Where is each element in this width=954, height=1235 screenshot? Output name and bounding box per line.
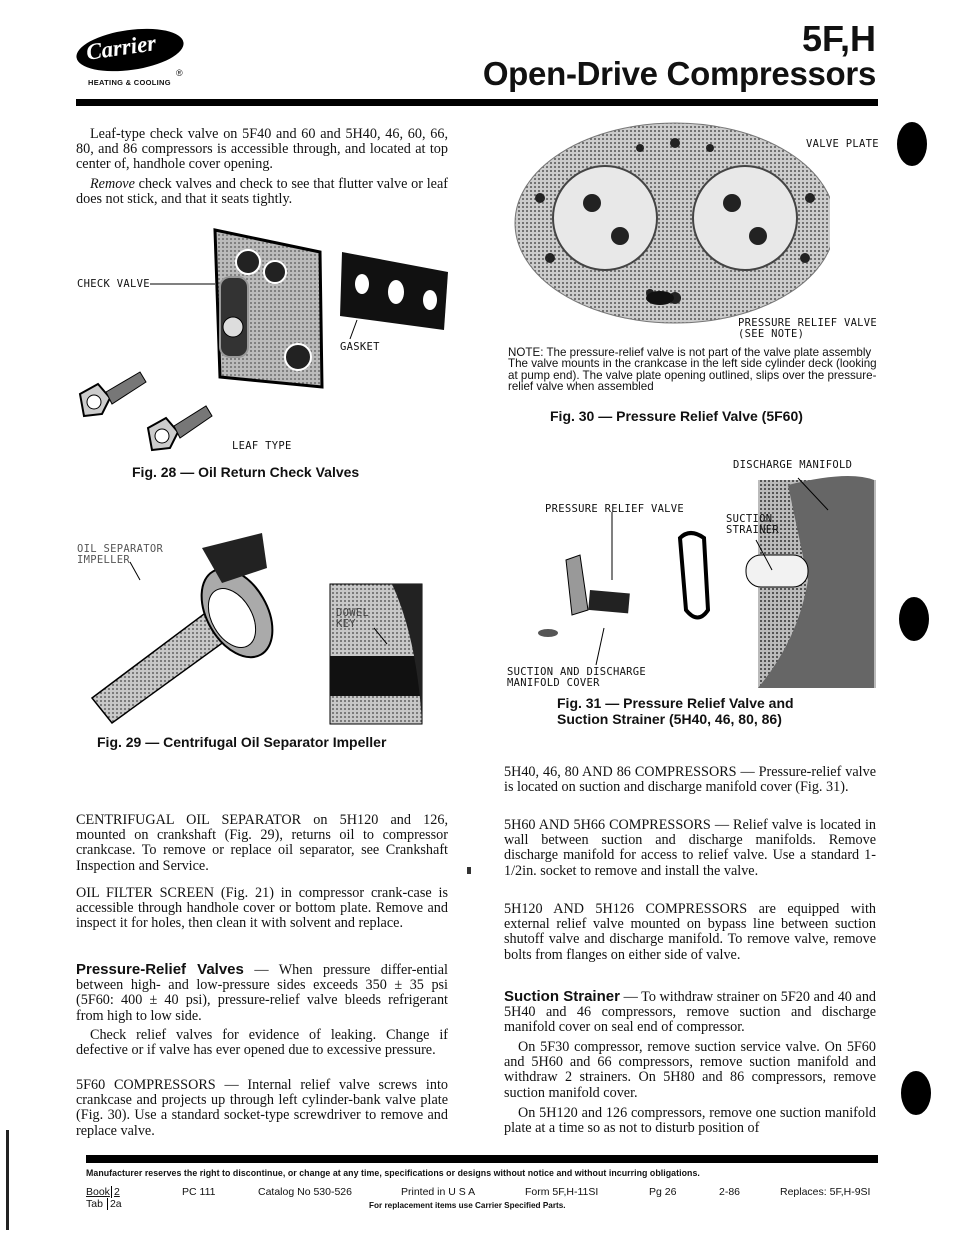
footer-catalog: Catalog No 530-526 bbox=[258, 1186, 352, 1198]
label-prv-line1: PRESSURE RELIEF VALVE bbox=[738, 317, 878, 329]
fig30-note: NOTE: The pressure-relief valve is not part of the valve plate assembly The valve mounts in the crankcase in the left side cylinder deck (looking at pump end). The valve plate opening outlined, slips over the pressure-relief valve when assembled bbox=[508, 346, 877, 393]
label-dowel-key bbox=[336, 608, 369, 630]
label-pressure-relief-valve: PRESSURE RELIEF VALVE bbox=[545, 503, 685, 515]
heading-pressure-relief-valves: Pressure-Relief Valves bbox=[76, 961, 244, 978]
footer-date: 2-86 bbox=[719, 1186, 741, 1198]
label-check-valve: CHECK VALVE bbox=[77, 278, 150, 290]
remove-text: check valves and check to see that flutter valve or leaf does not stick, and that it seats tightly. bbox=[76, 176, 448, 208]
footer-disclaimer: Manufacturer reserves the right to discontinue, or change at any time, specifications or designs without notice and without incurring obligations. bbox=[86, 1168, 700, 1178]
paragraph-5h60-compressors: 5H60 AND 5H66 COMPRESSORS — Relief valve is located in wall between suction and discharge manifolds. Remove discharge manifold for access to relief valve. Use a standard 1-1/2in. socket to remove and install the valve. bbox=[504, 817, 876, 879]
logo-subtitle: HEATING & COOLING bbox=[88, 78, 171, 87]
footer-printed: Printed in U S A bbox=[401, 1186, 476, 1198]
gasket bbox=[340, 252, 448, 330]
paragraph-oil-filter-screen: OIL FILTER SCREEN (Fig. 21) in compressor crank-case is accessible through handhole cover or bottom plate. Remove and inspect it for holes, then clean it with solvent and replace. bbox=[76, 885, 448, 932]
page-title-model: 5F,H bbox=[801, 18, 876, 59]
footer-book-tab bbox=[86, 1186, 122, 1210]
label-suction-line2: STRAINER bbox=[726, 524, 779, 536]
label-valve-plate: VALVE PLATE bbox=[806, 138, 879, 150]
label-discharge-manifold: DISCHARGE MANIFOLD bbox=[733, 459, 853, 471]
binding-edge bbox=[6, 1130, 9, 1230]
screw-1 bbox=[80, 372, 146, 416]
pressure-relief-valve-part bbox=[538, 555, 630, 637]
footer-pc: PC 111 bbox=[182, 1186, 216, 1198]
fig30-caption: Fig. 30 — Pressure Relief Valve (5F60) bbox=[550, 408, 803, 424]
fig31-illustration bbox=[508, 460, 878, 690]
label-manifold-cover bbox=[507, 667, 646, 689]
header-rule bbox=[76, 99, 878, 106]
label-cover-line2: MANIFOLD COVER bbox=[507, 677, 600, 689]
paragraph-5h120-manifold: On 5H120 and 126 compressors, remove one suction manifold plate at a time so as not to disturb position of bbox=[504, 1105, 876, 1137]
footer-replacement-note: For replacement items use Carrier Specified Parts. bbox=[369, 1201, 566, 1210]
label-suction-strainer bbox=[726, 514, 779, 536]
paragraph-pressure-relief-valves bbox=[76, 962, 448, 1024]
manifold-cover-gasket bbox=[680, 533, 708, 618]
fig29-caption: Fig. 29 — Centrifugal Oil Separator Impeller bbox=[97, 734, 387, 750]
footer-book-label: Book bbox=[86, 1186, 110, 1198]
footer-rule bbox=[86, 1155, 878, 1163]
footer-replaces: Replaces: 5F,H-9SI bbox=[780, 1186, 871, 1198]
page-title: Open-Drive Compressors bbox=[482, 55, 876, 92]
check-valve-plate bbox=[215, 230, 322, 387]
label-leaf-type: LEAF TYPE bbox=[232, 440, 292, 452]
footer-tab-number: 2a bbox=[107, 1198, 122, 1210]
label-prv-line2: (SEE NOTE) bbox=[738, 328, 805, 340]
paragraph-suction-strainer bbox=[504, 989, 876, 1036]
margin-mark-top bbox=[897, 122, 927, 166]
paragraph-5f60-compressors: 5F60 COMPRESSORS — Internal relief valve screws into crankcase and projects up through left cylinder-bank valve plate (Fig. 30). Use a standard socket-type screwdriver to remove and replace valve. bbox=[76, 1077, 448, 1139]
label-gasket: GASKET bbox=[340, 341, 380, 353]
paragraph-centrifugal-oil-separator: CENTRIFUGAL OIL SEPARATOR on 5H120 and 126, mounted on crankshaft (Fig. 29), returns oil to compressor crankcase. To remove or replace oil separator, see Crankshaft Inspection and Service. bbox=[76, 812, 448, 874]
fig31-caption-line2: Suction Strainer (5H40, 46, 80, 86) bbox=[557, 711, 782, 727]
label-pressure-relief-valve-note bbox=[738, 318, 877, 340]
label-suction-line1: SUCTION bbox=[726, 513, 773, 525]
label-dowel-line1: DOWEL bbox=[336, 607, 370, 619]
heading-suction-strainer: Suction Strainer bbox=[504, 988, 620, 1005]
label-cover-line1: SUCTION AND DISCHARGE bbox=[507, 666, 647, 678]
paragraph-5h40-compressors: 5H40, 46, 80 AND 86 COMPRESSORS — Pressure-relief valve is located on suction and discharge manifold cover (Fig. 31). bbox=[504, 764, 876, 796]
footer-tab-label: Tab bbox=[86, 1198, 103, 1210]
suction-strainer-text: — To withdraw strainer on 5F20 and 40 and 5H40 and 46 compressors, remove suction and discharge manifold cover on seal end of compressor. bbox=[504, 989, 877, 1036]
paragraph-check-valve: Leaf-type check valve on 5F40 and 60 and 5H40, 46, 60, 66, 80, and 86 compressors is accessible through, and located at top center of, handhole cover opening. bbox=[76, 126, 448, 173]
carrier-logo bbox=[76, 30, 186, 88]
footer-page: Pg 26 bbox=[649, 1186, 677, 1198]
pressure-relief-text: — When pressure differ-ential between high- and low-pressure sides exceeds 350 ± 35 psi (5F60: 400 ± 40 psi), pressure-relief valve bleeds refrigerant from high to low side. bbox=[76, 962, 448, 1024]
paragraph-check-relief-valves: Check relief valves for evidence of leaking. Change if defective or if valve has ever opened due to excessive pressure. bbox=[76, 1027, 448, 1059]
fig30-illustration bbox=[510, 118, 830, 328]
label-oil-separator-line2: IMPELLER bbox=[77, 554, 130, 566]
margin-mark-middle bbox=[899, 597, 929, 641]
screw-2 bbox=[148, 406, 212, 450]
label-oil-separator-line1: OIL SEPARATOR bbox=[77, 543, 164, 555]
logo-registered: ® bbox=[176, 68, 183, 78]
label-oil-separator bbox=[77, 544, 163, 566]
remove-emphasis: Remove bbox=[90, 176, 135, 192]
margin-mark-bottom bbox=[901, 1071, 931, 1115]
paragraph-5h120-compressors: 5H120 AND 5H126 COMPRESSORS are equipped with external relief valve mounted on bypass line between suction shutoff valve and discharge manifold. To remove valve, remove bolts from flanges on either side of valve. bbox=[504, 901, 876, 963]
paragraph-5f30-compressor: On 5F30 compressor, remove suction service valve. On 5F60 and 5H60 and 66 compressors, remove suction manifold and withdraw 2 strainers. On 5H80 and 86 compressors, remove suction manifold cover. bbox=[504, 1039, 876, 1101]
footer-form: Form 5F,H-11SI bbox=[525, 1186, 599, 1198]
fig31-caption bbox=[557, 695, 794, 727]
footer-book-number: 2 bbox=[111, 1186, 120, 1198]
center-speck bbox=[467, 867, 471, 874]
paragraph-remove-check-valves bbox=[76, 177, 448, 207]
fig31-caption-line1: Fig. 31 — Pressure Relief Valve and bbox=[557, 695, 794, 711]
fig28-illustration bbox=[70, 222, 450, 462]
label-dowel-line2: KEY bbox=[336, 618, 356, 630]
logo-text: Carrier bbox=[84, 30, 158, 65]
fig28-caption: Fig. 28 — Oil Return Check Valves bbox=[132, 464, 360, 480]
